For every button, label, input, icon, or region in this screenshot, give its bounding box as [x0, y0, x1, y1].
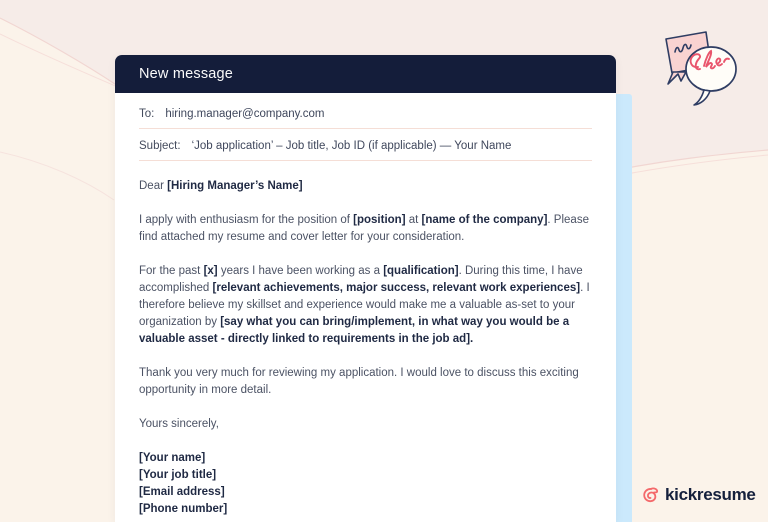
speech-bubbles-illustration — [648, 24, 750, 116]
subject-field[interactable] — [139, 140, 592, 161]
signature-line: [Your job title] — [139, 469, 217, 481]
chameleon-icon — [641, 486, 660, 505]
kickresume-logo[interactable] — [641, 485, 756, 505]
body-paragraph: Yours sincerely, — [139, 418, 219, 430]
body-paragraph: Thank you very much for reviewing my application. I would love to discuss this exciting opportunity in more detail. — [139, 367, 579, 396]
body-paragraph: For the past [x] years I have been working as a [qualification]. During this time, I have accomplished [relevant achievements, major success, relevant work experiences]. I therefore believe my skillset and experience would make me a valuable as-set to your organization by [say what you can bring/implement, in what way you would be a valuable asset - directly linked to requirements in the job ad]. — [139, 265, 590, 345]
subject-field-value[interactable]: ‘Job application’ – Job title, Job ID (if applicable) — Your Name — [191, 140, 512, 152]
compose-window-header — [115, 55, 616, 93]
body-paragraph: I apply with enthusiasm for the position of [position] at [name of the company]. Please find attached my resume and cover letter for your consideration. — [139, 214, 589, 243]
email-compose-window — [115, 55, 616, 522]
signature-block — [139, 450, 592, 518]
kickresume-logo-text: kickresume — [665, 485, 756, 504]
to-field-label: To: — [139, 108, 155, 120]
signature-line: [Phone number] — [139, 503, 228, 515]
body-paragraph: Dear [Hiring Manager’s Name] — [139, 180, 303, 192]
to-field-value[interactable]: hiring.manager@company.com — [165, 108, 325, 120]
signature-line: [Your name] — [139, 452, 206, 464]
subject-field-label: Subject: — [139, 140, 181, 152]
white-speech-bubble-icon — [686, 47, 736, 105]
to-field[interactable] — [139, 108, 592, 129]
signature-line: [Email address] — [139, 486, 225, 498]
email-body[interactable] — [139, 178, 592, 433]
accent-blue-strip — [616, 94, 632, 522]
compose-window-title: New message — [139, 66, 234, 82]
compose-window-body — [115, 93, 616, 518]
